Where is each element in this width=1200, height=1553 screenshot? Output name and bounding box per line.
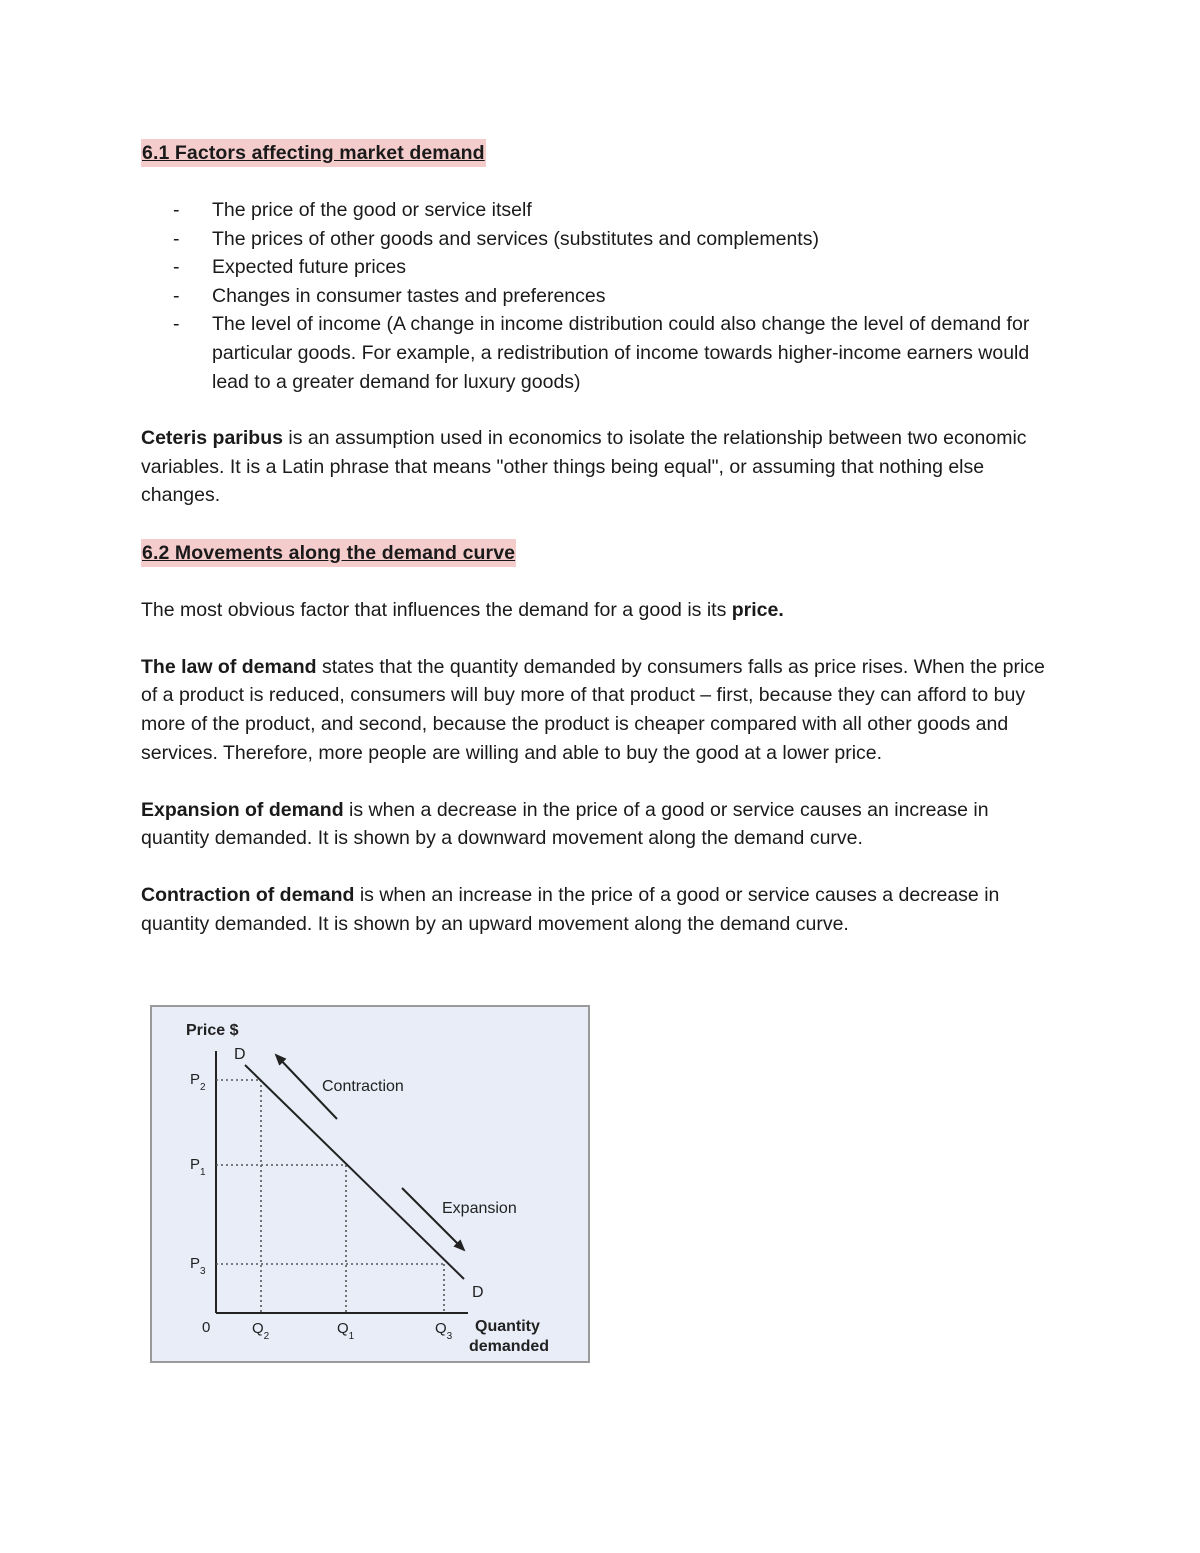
demand-curve-diagram [152, 1007, 592, 1365]
list-dash: - [173, 256, 180, 279]
list-item-text: The price of the good or service itself [212, 199, 532, 221]
intro-bold: price. [731, 598, 784, 621]
price-label-p2: $P_2$ [190, 1071, 206, 1093]
law-of-demand-paragraph [141, 653, 1061, 767]
x-axis-label-line1: Quantity [475, 1318, 540, 1335]
y-axis-label: Price $ [186, 1022, 239, 1039]
ceteris-paribus-paragraph [141, 424, 1061, 510]
document-content [141, 139, 1061, 967]
list-item-text: Changes in consumer tastes and preferences [212, 284, 606, 307]
factors-list [141, 196, 1061, 396]
list-item [141, 225, 1061, 254]
curve-label-bottom: D [472, 1284, 484, 1301]
origin-label: 0 [202, 1319, 211, 1336]
list-item [141, 196, 1061, 225]
contraction-paragraph [141, 881, 1061, 938]
list-item [141, 253, 1061, 282]
quantity-label-q3: $Q_3$ [435, 1320, 453, 1342]
expansion-term: Expansion of demand [141, 798, 344, 821]
expansion-paragraph [141, 796, 1061, 853]
price-label-p3: $P_3$ [190, 1255, 206, 1277]
contraction-term: Contraction of demand [141, 884, 355, 907]
intro-paragraph [141, 596, 1061, 625]
list-dash: - [173, 199, 180, 221]
quantity-label-q1: $Q_1$ [337, 1320, 355, 1342]
list-item [141, 282, 1061, 311]
list-dash: - [173, 284, 180, 307]
list-item-text: Expected future prices [212, 256, 407, 279]
law-of-demand-term: The law of demand [141, 655, 317, 678]
demand-curve-figure [150, 1005, 590, 1363]
price-label-p1: $P_1$ [190, 1156, 206, 1178]
list-item [141, 310, 1061, 396]
section-heading-factors: 6.1 Factors affecting market demand [141, 139, 486, 167]
list-dash: - [173, 227, 180, 250]
curve-label-top: D [234, 1046, 246, 1063]
intro-text: The most obvious factor that influences the demand for a good is its [141, 598, 732, 621]
list-dash: - [173, 313, 180, 336]
demand-curve [245, 1065, 464, 1279]
expansion-arrow [402, 1188, 464, 1250]
contraction-label: Contraction [322, 1078, 404, 1095]
ceteris-paribus-definition: is an assumption used in economics to isolate the relationship between two economic variables. It is a Latin phrase that means "other things being equal", or assuming that nothing else changes. [141, 427, 1027, 507]
quantity-label-q2: $Q_2$ [252, 1320, 270, 1342]
expansion-label: Expansion [442, 1200, 517, 1217]
x-axis-label-line2: demanded [469, 1338, 550, 1355]
contraction-definition: is when an increase in the price of a good or service causes a decrease in quantity demanded. It is shown by an upward movement along the demand curve. [141, 884, 1000, 936]
expansion-definition: is when a decrease in the price of a good or service causes an increase in quantity demanded. It is shown by a downward movement along the demand curve. [141, 798, 989, 850]
list-item-text: The level of income (A change in income distribution could also change the level of demand for particular goods. For example, a redistribution of income towards higher-income earners would lead to a greater demand for luxury goods) [212, 313, 1030, 393]
list-item-text: The prices of other goods and services (substitutes and complements) [212, 227, 819, 250]
ceteris-paribus-term: Ceteris paribus [141, 427, 283, 450]
section-heading-movements: 6.2 Movements along the demand curve [141, 539, 516, 567]
law-of-demand-definition: states that the quantity demanded by consumers falls as price rises. When the price of a product is reduced, consumers will buy more of that product – first, because they can afford to buy more of the product, and second, because the product is cheaper compared with all other goods and services. Therefore, more people are willing and able to buy the good at a lower price. [141, 655, 1045, 764]
